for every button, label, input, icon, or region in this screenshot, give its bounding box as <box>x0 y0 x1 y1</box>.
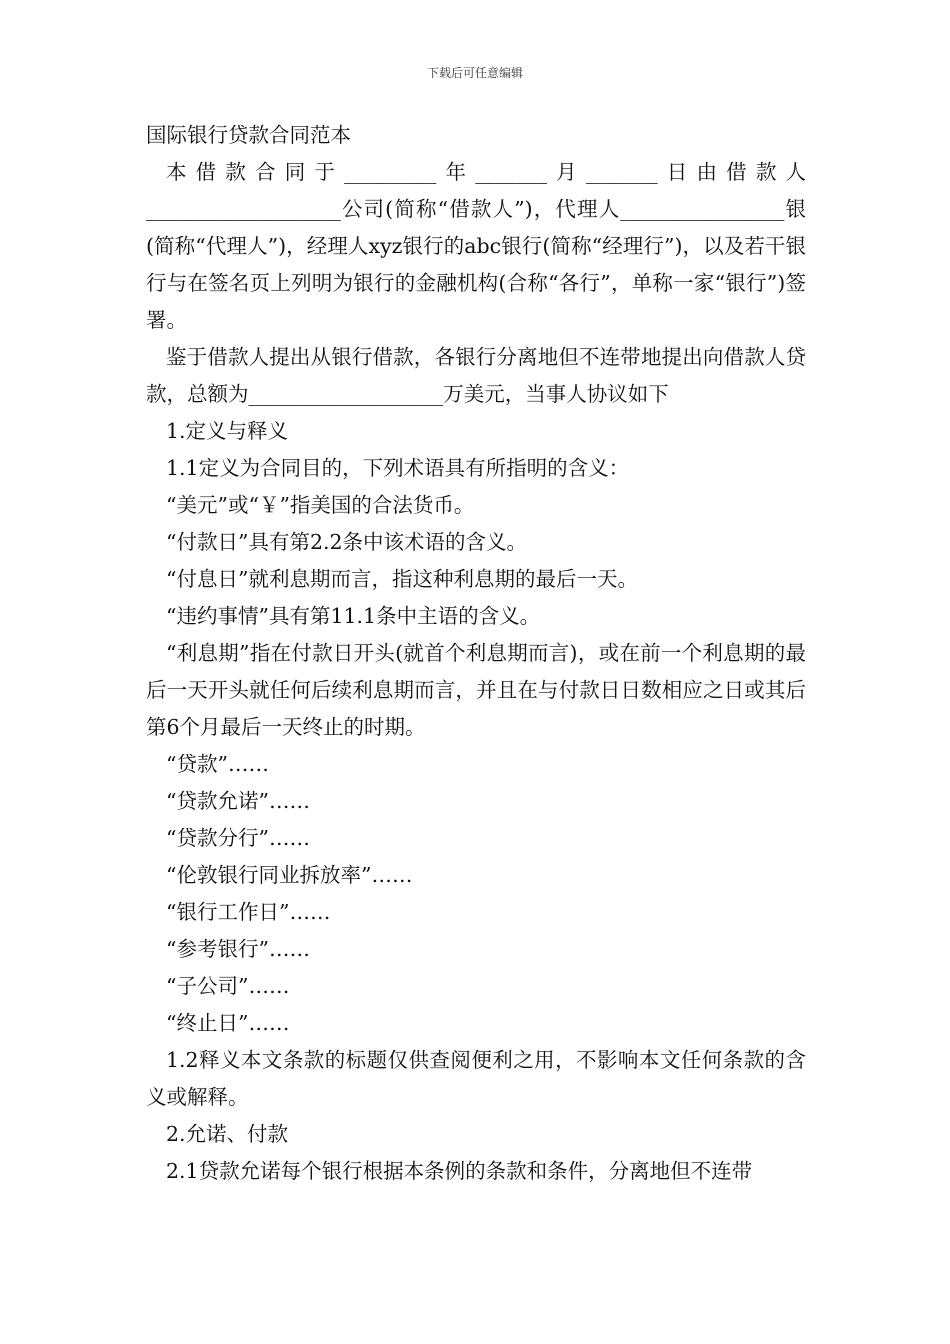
page-header: 下载后可任意编辑 <box>426 66 523 80</box>
definition-subsidiary: “子公司”…… <box>166 974 290 998</box>
definition-termination-date: “终止日”…… <box>166 1011 290 1035</box>
document-body <box>146 117 806 1190</box>
document-title: 国际银行贷款合同范本 <box>146 123 351 147</box>
definition-loan-commitment: “贷款允诺”…… <box>166 789 310 813</box>
section-heading-definitions: 1.定义与释义 <box>166 419 289 443</box>
paragraph-recital: 鉴于借款人提出从银行借款，各银行分离地但不连带地提出向借款人贷款，总额为___________________万美元，当事人协议如下 <box>146 345 806 406</box>
definition-business-day: “银行工作日”…… <box>166 900 331 924</box>
definition-loan: “贷款”…… <box>166 752 269 776</box>
clause-1-2: 1.2释义本文条款的标题仅供查阅便利之用，不影响本文任何条款的含义或解释。 <box>146 1048 806 1109</box>
definition-default: “违约事情”具有第11.1条中主语的含义。 <box>166 604 541 628</box>
definition-libor: “伦敦银行同业拆放率”…… <box>166 863 413 887</box>
definition-reference-bank: “参考银行”…… <box>166 937 310 961</box>
clause-2-1: 2.1贷款允诺每个银行根据本条例的条款和条件，分离地但不连带 <box>166 1159 753 1183</box>
definition-payment-date: “付款日”具有第2.2条中该术语的含义。 <box>166 530 528 554</box>
clause-1-1: 1.1定义为合同目的，下列术语具有所指明的含义： <box>166 456 630 480</box>
definition-interest-period: “利息期”指在付款日开头(就首个利息期而言)，或在前一个利息期的最后一天开头就任何后续利息期而言，并且在与付款日日数相应之日或其后第6个月最后一天终止的时期。 <box>146 641 806 739</box>
paragraph-parties: 本借款合同于_________年_______月_______日由借款人___________________公司(简称“借款人”)，代理人________________银(简称“代理人”)，经理人xyz银行的abc银行(简称“经理行”)，以及若干银行与在签名页上列明为银行的金融机构(合称“各行”，单称一家“银行”)签署。 <box>146 160 806 332</box>
section-heading-commitment: 2.允诺、付款 <box>166 1122 289 1146</box>
definition-loan-branch: “贷款分行”…… <box>166 826 310 850</box>
definition-interest-date: “付息日”就利息期而言，指这种利息期的最后一天。 <box>166 567 638 591</box>
definition-dollar: “美元”或“￥”指美国的合法货币。 <box>166 493 475 517</box>
